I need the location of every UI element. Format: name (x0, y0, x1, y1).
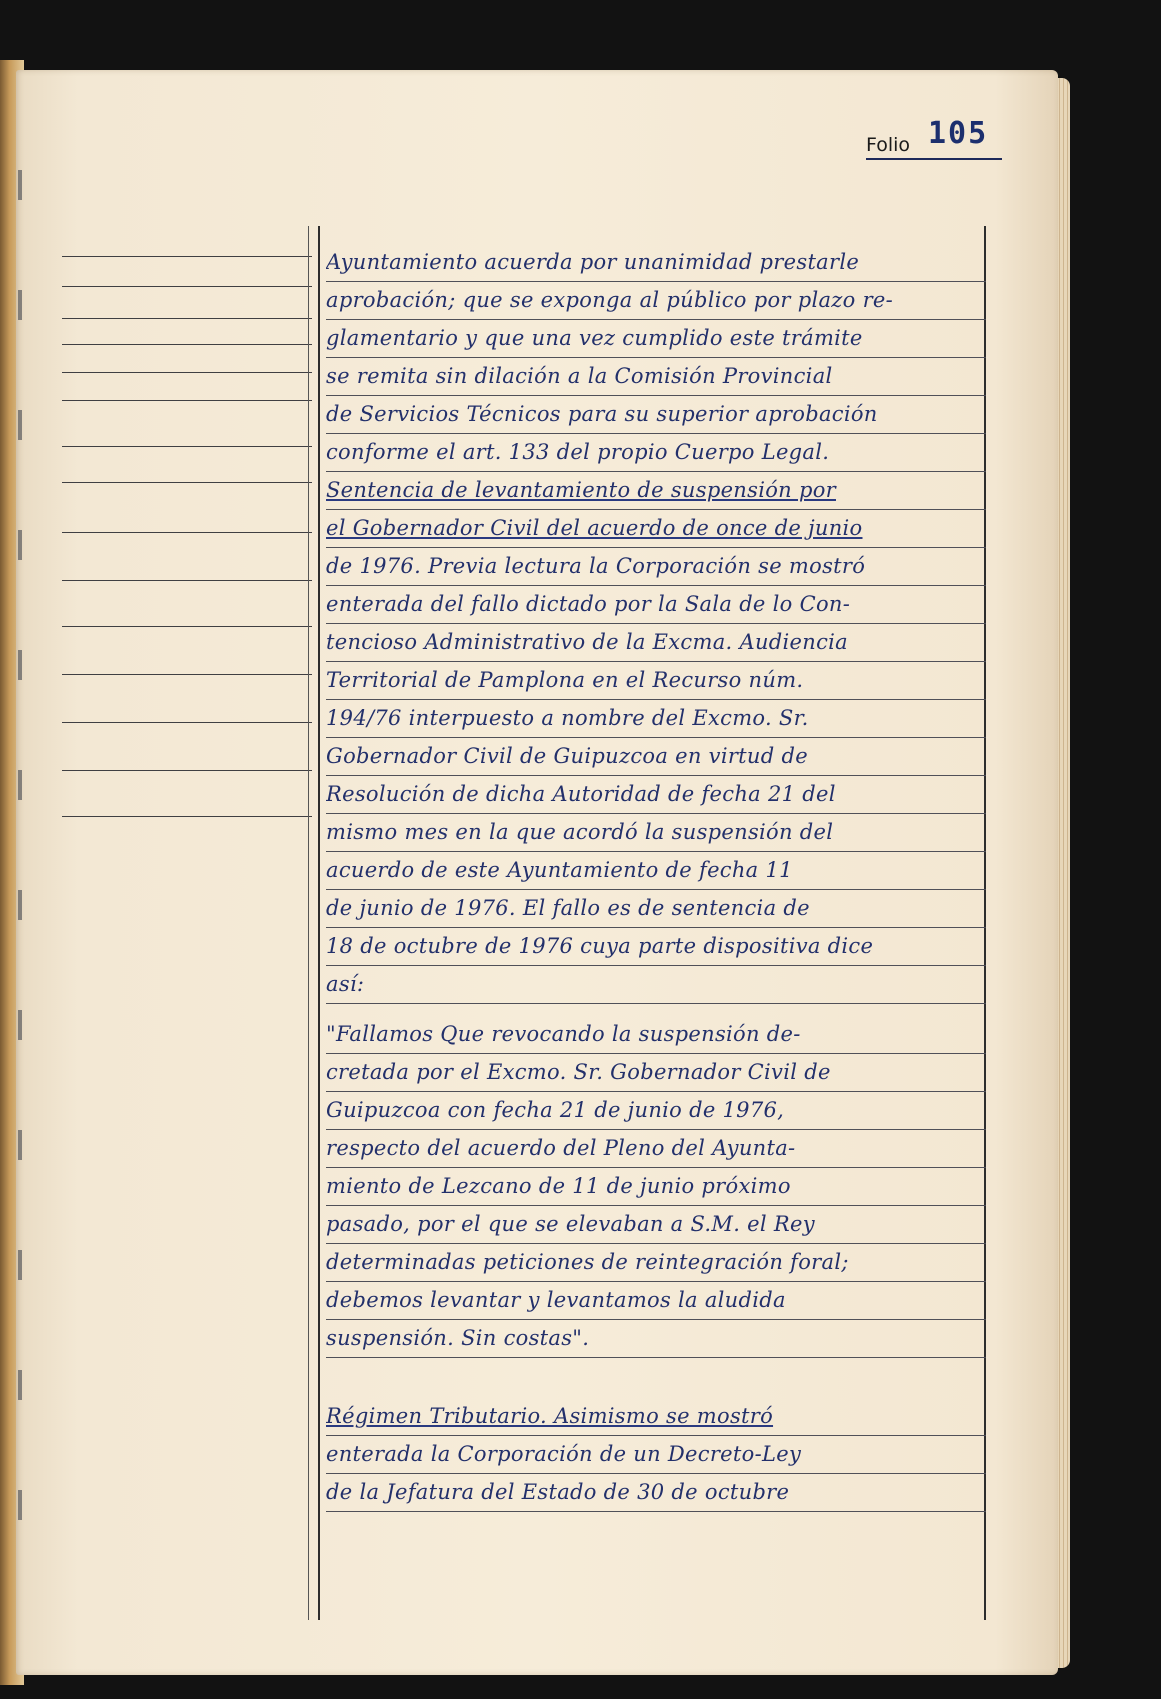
text-line: Resolución de dicha Autoridad de fecha 21 del (326, 776, 986, 814)
margin-rule (62, 626, 312, 628)
text-line: miento de Lezcano de 11 de junio próximo (326, 1168, 986, 1206)
text-line: tencioso Administrativo de la Excma. Audiencia (326, 624, 986, 662)
margin-rule (62, 318, 312, 320)
folio-header (866, 118, 1002, 160)
text-line: acuerdo de este Ayuntamiento de fecha 11 (326, 852, 986, 890)
text-line: de junio de 1976. El fallo es de sentencia de (326, 890, 986, 928)
text-line: de Servicios Técnicos para su superior aprobación (326, 396, 986, 434)
text-line: mismo mes en la que acordó la suspensión del (326, 814, 986, 852)
text-line: Guipuzcoa con fecha 21 de junio de 1976, (326, 1092, 986, 1130)
text-line: conforme el art. 133 del propio Cuerpo Legal. (326, 434, 986, 472)
margin-rule (62, 400, 312, 402)
text-line: cretada por el Excmo. Sr. Gobernador Civil de (326, 1054, 986, 1092)
section-heading-line: Sentencia de levantamiento de suspensión por (326, 472, 986, 510)
margin-rule (62, 532, 312, 534)
margin-ruled-column (62, 228, 312, 868)
text-line: "Fallamos Que revocando la suspensión de- (326, 1016, 986, 1054)
text-line: enterada la Corporación de un Decreto-Ley (326, 1436, 986, 1474)
text-line: debemos levantar y levantamos la aludida (326, 1282, 986, 1320)
section-heading-line: el Gobernador Civil del acuerdo de once de junio (326, 510, 986, 548)
folio-number: 105 (928, 116, 989, 151)
text-line: Territorial de Pamplona en el Recurso núm. (326, 662, 986, 700)
folio-label: Folio (866, 134, 911, 156)
margin-rule (62, 446, 312, 448)
margin-rule (62, 286, 312, 288)
binding-thread (18, 170, 22, 1600)
margin-rule (62, 816, 312, 818)
margin-rule (62, 722, 312, 724)
text-line: 18 de octubre de 1976 cuya parte dispositiva dice (326, 928, 986, 966)
text-line: suspensión. Sin costas". (326, 1320, 986, 1358)
text-line: determinadas peticiones de reintegración foral; (326, 1244, 986, 1282)
margin-rule (62, 344, 312, 346)
margin-rule (62, 580, 312, 582)
section-heading-line: Régimen Tributario. Asimismo se mostró (326, 1398, 986, 1436)
margin-rule (62, 256, 312, 258)
text-line: de 1976. Previa lectura la Corporación se mostró (326, 548, 986, 586)
text-line: se remita sin dilación a la Comisión Provincial (326, 358, 986, 396)
text-line: pasado, por el que se elevaban a S.M. el Rey (326, 1206, 986, 1244)
text-line: aprobación; que se exponga al público por plazo re- (326, 282, 986, 320)
text-line: 194/76 interpuesto a nombre del Excmo. Sr. (326, 700, 986, 738)
margin-rule (62, 674, 312, 676)
margin-rule (62, 372, 312, 374)
text-line: de la Jefatura del Estado de 30 de octubre (326, 1474, 986, 1512)
margin-rule (62, 770, 312, 772)
text-line: enterada del fallo dictado por la Sala de lo Con- (326, 586, 986, 624)
margin-divider (308, 226, 310, 1620)
margin-rule (62, 482, 312, 484)
text-line: Ayuntamiento acuerda por unanimidad prestarle (326, 244, 986, 282)
text-line: Gobernador Civil de Guipuzcoa en virtud de (326, 738, 986, 776)
text-line: así: (326, 966, 986, 1004)
text-line: glamentario y que una vez cumplido este trámite (326, 320, 986, 358)
text-line: respecto del acuerdo del Pleno del Ayunta- (326, 1130, 986, 1168)
